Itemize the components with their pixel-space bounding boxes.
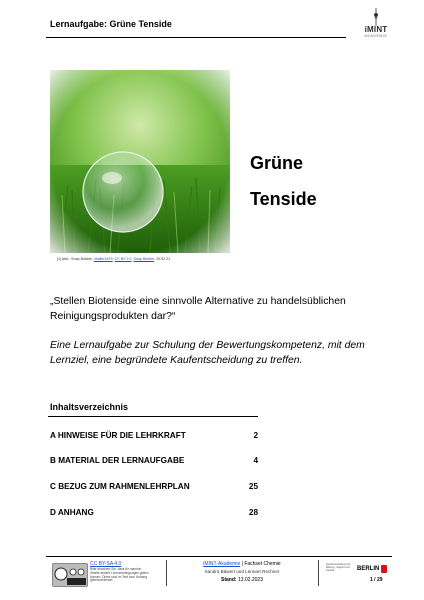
toc-item-page: 25 xyxy=(248,482,258,491)
toc-item[interactable] xyxy=(50,431,258,440)
footer-date: Stand: 13.02.2023 xyxy=(221,577,263,583)
cc-license-link[interactable]: CC BY-SA 4.0 xyxy=(90,561,122,567)
berlin-logo: BERLIN xyxy=(357,564,387,573)
license-note: Bitte beachten Sie, dass für manche Inhalte andere Lizenzbedingungen gelten können. Diese sind im Text bzw. Anhang gekennzeichnet. xyxy=(90,567,149,583)
toc-item-label: C BEZUG ZUM RAHMENLEHRPLAN xyxy=(50,482,190,491)
footer-separator xyxy=(318,560,319,586)
lead-text: Eine Lernaufgabe zur Schulung der Bewertungskompetenz, mit dem Lernziel, eine begründete Kaufentscheidung zu treffen. xyxy=(50,340,365,366)
logo-subtitle: AKADEMIE xyxy=(364,34,388,38)
document-title-line2: Tenside xyxy=(250,189,317,209)
research-question: „Stellen Biotenside eine sinnvolle Alternative zu handelsüblichen Reinigungsprodukten dar?“ xyxy=(50,296,346,322)
image-caption: [1] Abb.: Soap Bubble, nhaller1879, CC BY 2.0, Soap Bubble, 20.02.21 xyxy=(57,257,171,261)
document-title-line1: Grüne xyxy=(250,153,304,173)
toc-item-label: B MATERIAL DER LERNAUFGABE xyxy=(50,456,185,465)
toc-item[interactable] xyxy=(50,456,258,465)
cc-license-badge xyxy=(52,563,88,587)
toc-heading: Inhaltsverzeichnis xyxy=(50,402,129,412)
senate-logo: Senatsverwaltung für Bildung, Jugend und Familie xyxy=(326,563,351,572)
logo-name: iMINT xyxy=(364,25,388,34)
toc-item-page: 2 xyxy=(253,431,258,440)
toc-item-label: D ANHANG xyxy=(50,508,94,517)
toc-item-label: A HINWEISE FÜR DIE LEHRKRAFT xyxy=(50,431,186,440)
footer-authors: Sandra Bäwert und Lennart Rechner xyxy=(204,569,280,574)
page-number: 1 / 29 xyxy=(370,577,383,583)
soap-bubble-photo xyxy=(50,70,230,253)
caption-source-link[interactable]: Soap Bubble xyxy=(133,257,155,261)
footer-publisher: iMINT-Akademie | Fachset Chemie xyxy=(203,561,281,567)
header-divider xyxy=(46,37,346,38)
imint-logo xyxy=(356,8,396,38)
toc-item[interactable] xyxy=(50,508,258,517)
imint-link[interactable]: iMINT-Akademie xyxy=(203,561,241,567)
creative-commons-icon xyxy=(53,564,87,586)
toc-item-page: 4 xyxy=(253,456,258,465)
caption-author-link[interactable]: nhaller1879 xyxy=(93,257,113,261)
tv-tower-icon xyxy=(356,8,396,26)
toc-item[interactable] xyxy=(50,482,258,491)
berlin-bear-icon xyxy=(381,565,387,573)
caption-license-link[interactable]: CC BY 2.0 xyxy=(114,257,132,261)
footer-separator xyxy=(166,560,167,586)
toc-item-page: 28 xyxy=(248,508,258,517)
header-title: Lernaufgabe: Grüne Tenside xyxy=(50,19,172,29)
footer-divider xyxy=(46,556,392,557)
toc-divider xyxy=(48,416,258,417)
